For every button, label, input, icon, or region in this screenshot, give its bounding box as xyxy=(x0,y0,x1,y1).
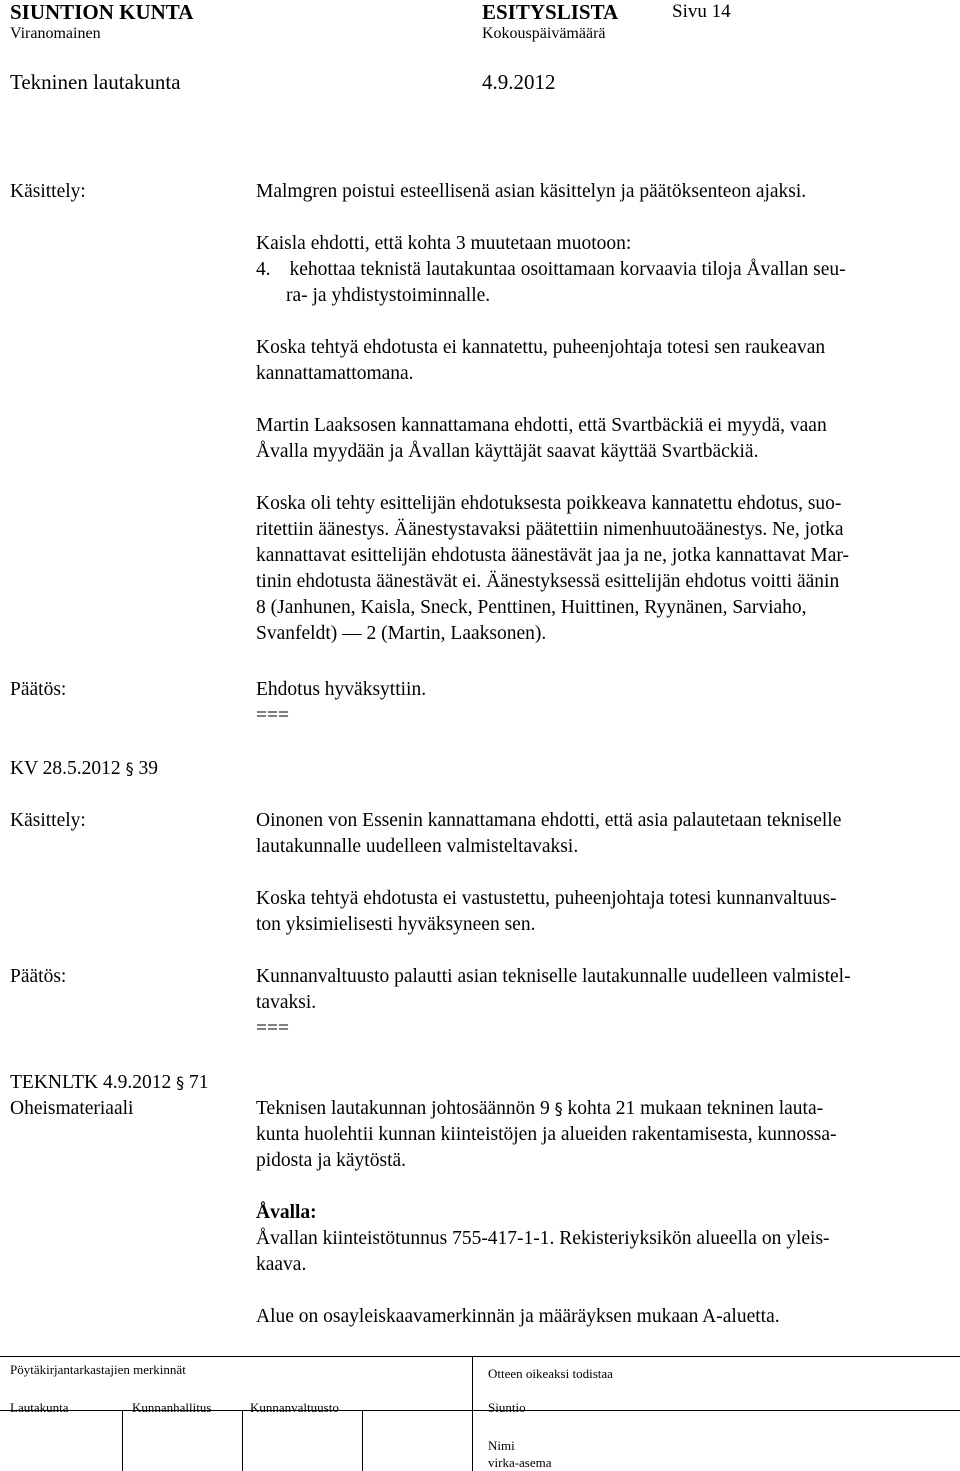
footer-left-title: Pöytäkirjantarkastajien merkinnät xyxy=(10,1362,186,1377)
paragraph-line: Alue on osayleiskaavamerkinnän ja määräyksen mukaan A-aluetta. xyxy=(256,1306,780,1327)
paragraph-line: lautakunnalle uudelleen valmisteltavaksi. xyxy=(256,836,579,857)
paragraph-sign: § xyxy=(125,759,134,778)
footer-column-divider xyxy=(472,1356,473,1471)
subheading: Åvalla: xyxy=(256,1202,317,1223)
paragraph-line: Oinonen von Essenin kannattamana ehdotti, että asia palautetaan tekniselle xyxy=(256,810,842,831)
oheismateriaali-label: Oheismateriaali xyxy=(10,1098,134,1119)
paragraph-line: 8 (Janhunen, Kaisla, Sneck, Penttinen, Huittinen, Ryynänen, Sarviaho, xyxy=(256,597,807,618)
paragraph-line: pidosta ja käytöstä. xyxy=(256,1150,407,1171)
paragraph-line: kannattamattomana. xyxy=(256,363,414,384)
paragraph-sign: § xyxy=(554,1099,563,1118)
section2-decision xyxy=(256,964,946,1042)
org-name: SIUNTION KUNTA xyxy=(10,0,194,24)
footer-col-kunnanvaltuusto: Kunnanvaltuusto xyxy=(250,1400,339,1415)
separator: === xyxy=(256,1018,289,1039)
paragraph-line xyxy=(256,1096,946,1122)
footer-top-border xyxy=(0,1356,960,1357)
section3-body xyxy=(256,1096,946,1330)
section1-decision xyxy=(256,677,946,729)
decision-line: tavaksi. xyxy=(256,992,317,1013)
text-fragment: Teknisen lautakunnan johtosäännön 9 xyxy=(256,1098,550,1119)
footer-cell-divider xyxy=(122,1410,123,1471)
decision-line: Kunnanvaltuusto palautti asian tekniselle lautakunnalle uudelleen valmistel- xyxy=(256,966,851,987)
paragraph-line: Koska oli tehty esittelijän ehdotuksesta poikkeava kannatettu ehdotus, suo- xyxy=(256,493,842,514)
footer-col-kunnanhallitus: Kunnanhallitus xyxy=(132,1400,212,1415)
paatos-label: Päätös: xyxy=(10,679,67,700)
footer-name-label: Nimi xyxy=(488,1438,515,1453)
list-item-continuation: ra- ja yhdistystoiminnalle. xyxy=(286,285,491,306)
footer-col-lautakunta: Lautakunta xyxy=(10,1400,69,1415)
reference-number: 39 xyxy=(138,758,158,779)
paragraph-line: kannattavat esittelijän ehdotusta äänestävät jaa ja ne, jotka kannattavat Mar- xyxy=(256,545,850,566)
paatos-label: Päätös: xyxy=(10,966,67,987)
meeting-date: 4.9.2012 xyxy=(482,70,556,94)
paragraph-sign: § xyxy=(176,1073,185,1092)
committee-name: Tekninen lautakunta xyxy=(10,70,181,94)
kasittely-label: Käsittely: xyxy=(10,181,86,202)
org-subtitle: Viranomainen xyxy=(10,25,101,42)
list-item xyxy=(256,257,946,283)
paragraph-line: Martin Laaksosen kannattamana ehdotti, että Svartbäckiä ei myydä, vaan xyxy=(256,415,827,436)
paragraph-line: Koska tehtyä ehdotusta ei kannatettu, puheenjohtaja totesi sen raukeavan xyxy=(256,337,826,358)
list-item-number: 4. xyxy=(256,259,271,280)
paragraph-line: Åvalla myydään ja Åvallan käyttäjät saavat käyttää Svartbäckiä. xyxy=(256,441,759,462)
meeting-date-label: Kokouspäivämäärä xyxy=(482,25,606,42)
footer-cell-divider xyxy=(362,1410,363,1471)
paragraph-line: Åvallan kiinteistötunnus 755-417-1-1. Rekisteriyksikön alueella on yleis- xyxy=(256,1228,830,1249)
reference-text: TEKNLTK 4.9.2012 xyxy=(10,1072,172,1093)
page-number: Sivu 14 xyxy=(672,1,731,22)
paragraph-line: tinin ehdotusta äänestävät ei. Äänestyksessä esittelijän ehdotus voitti äänin xyxy=(256,571,840,592)
footer-inner-border xyxy=(0,1410,472,1411)
reference-number: 71 xyxy=(188,1072,209,1093)
paragraph: Malmgren poistui esteellisenä asian käsittelyn ja päätöksenteon ajaksi. xyxy=(256,181,807,202)
paragraph: Kaisla ehdotti, että kohta 3 muutetaan muotoon: xyxy=(256,233,632,254)
paragraph-line: kaava. xyxy=(256,1254,307,1275)
section-reference xyxy=(10,1070,208,1096)
decision-text: Ehdotus hyväksyttiin. xyxy=(256,679,427,700)
paragraph-line: ton yksimielisesti hyväksyneen sen. xyxy=(256,914,536,935)
footer-title-label: virka-asema xyxy=(488,1455,552,1470)
paragraph-line: kunta huolehtii kunnan kiinteistöjen ja alueiden rakentamisesta, kunnossa- xyxy=(256,1124,837,1145)
footer-place: Siuntio xyxy=(488,1400,526,1415)
doc-type: ESITYSLISTA xyxy=(482,0,619,24)
kasittely-label: Käsittely: xyxy=(10,810,86,831)
section-reference xyxy=(10,756,158,782)
section1-body xyxy=(256,179,946,647)
footer-inner-border-right xyxy=(472,1410,960,1411)
footer-signature-table xyxy=(0,1356,960,1471)
text-fragment: kohta 21 mukaan tekninen lauta- xyxy=(567,1098,824,1119)
paragraph-line: Svanfeldt) — 2 (Martin, Laaksonen). xyxy=(256,623,547,644)
separator: === xyxy=(256,705,289,726)
footer-cell-divider xyxy=(242,1410,243,1471)
section2-body xyxy=(256,808,946,938)
paragraph-line: Koska tehtyä ehdotusta ei vastustettu, puheenjohtaja totesi kunnanvaltuus- xyxy=(256,888,837,909)
footer-right-title: Otteen oikeaksi todistaa xyxy=(488,1366,613,1381)
list-item-text: kehottaa teknistä lautakuntaa osoittamaan korvaavia tiloja Åvallan seu- xyxy=(289,259,846,280)
reference-text: KV 28.5.2012 xyxy=(10,758,121,779)
paragraph-line: ritettiin äänestys. Äänestystavaksi päätettiin nimenhuutoäänestys. Ne, jotka xyxy=(256,519,844,540)
